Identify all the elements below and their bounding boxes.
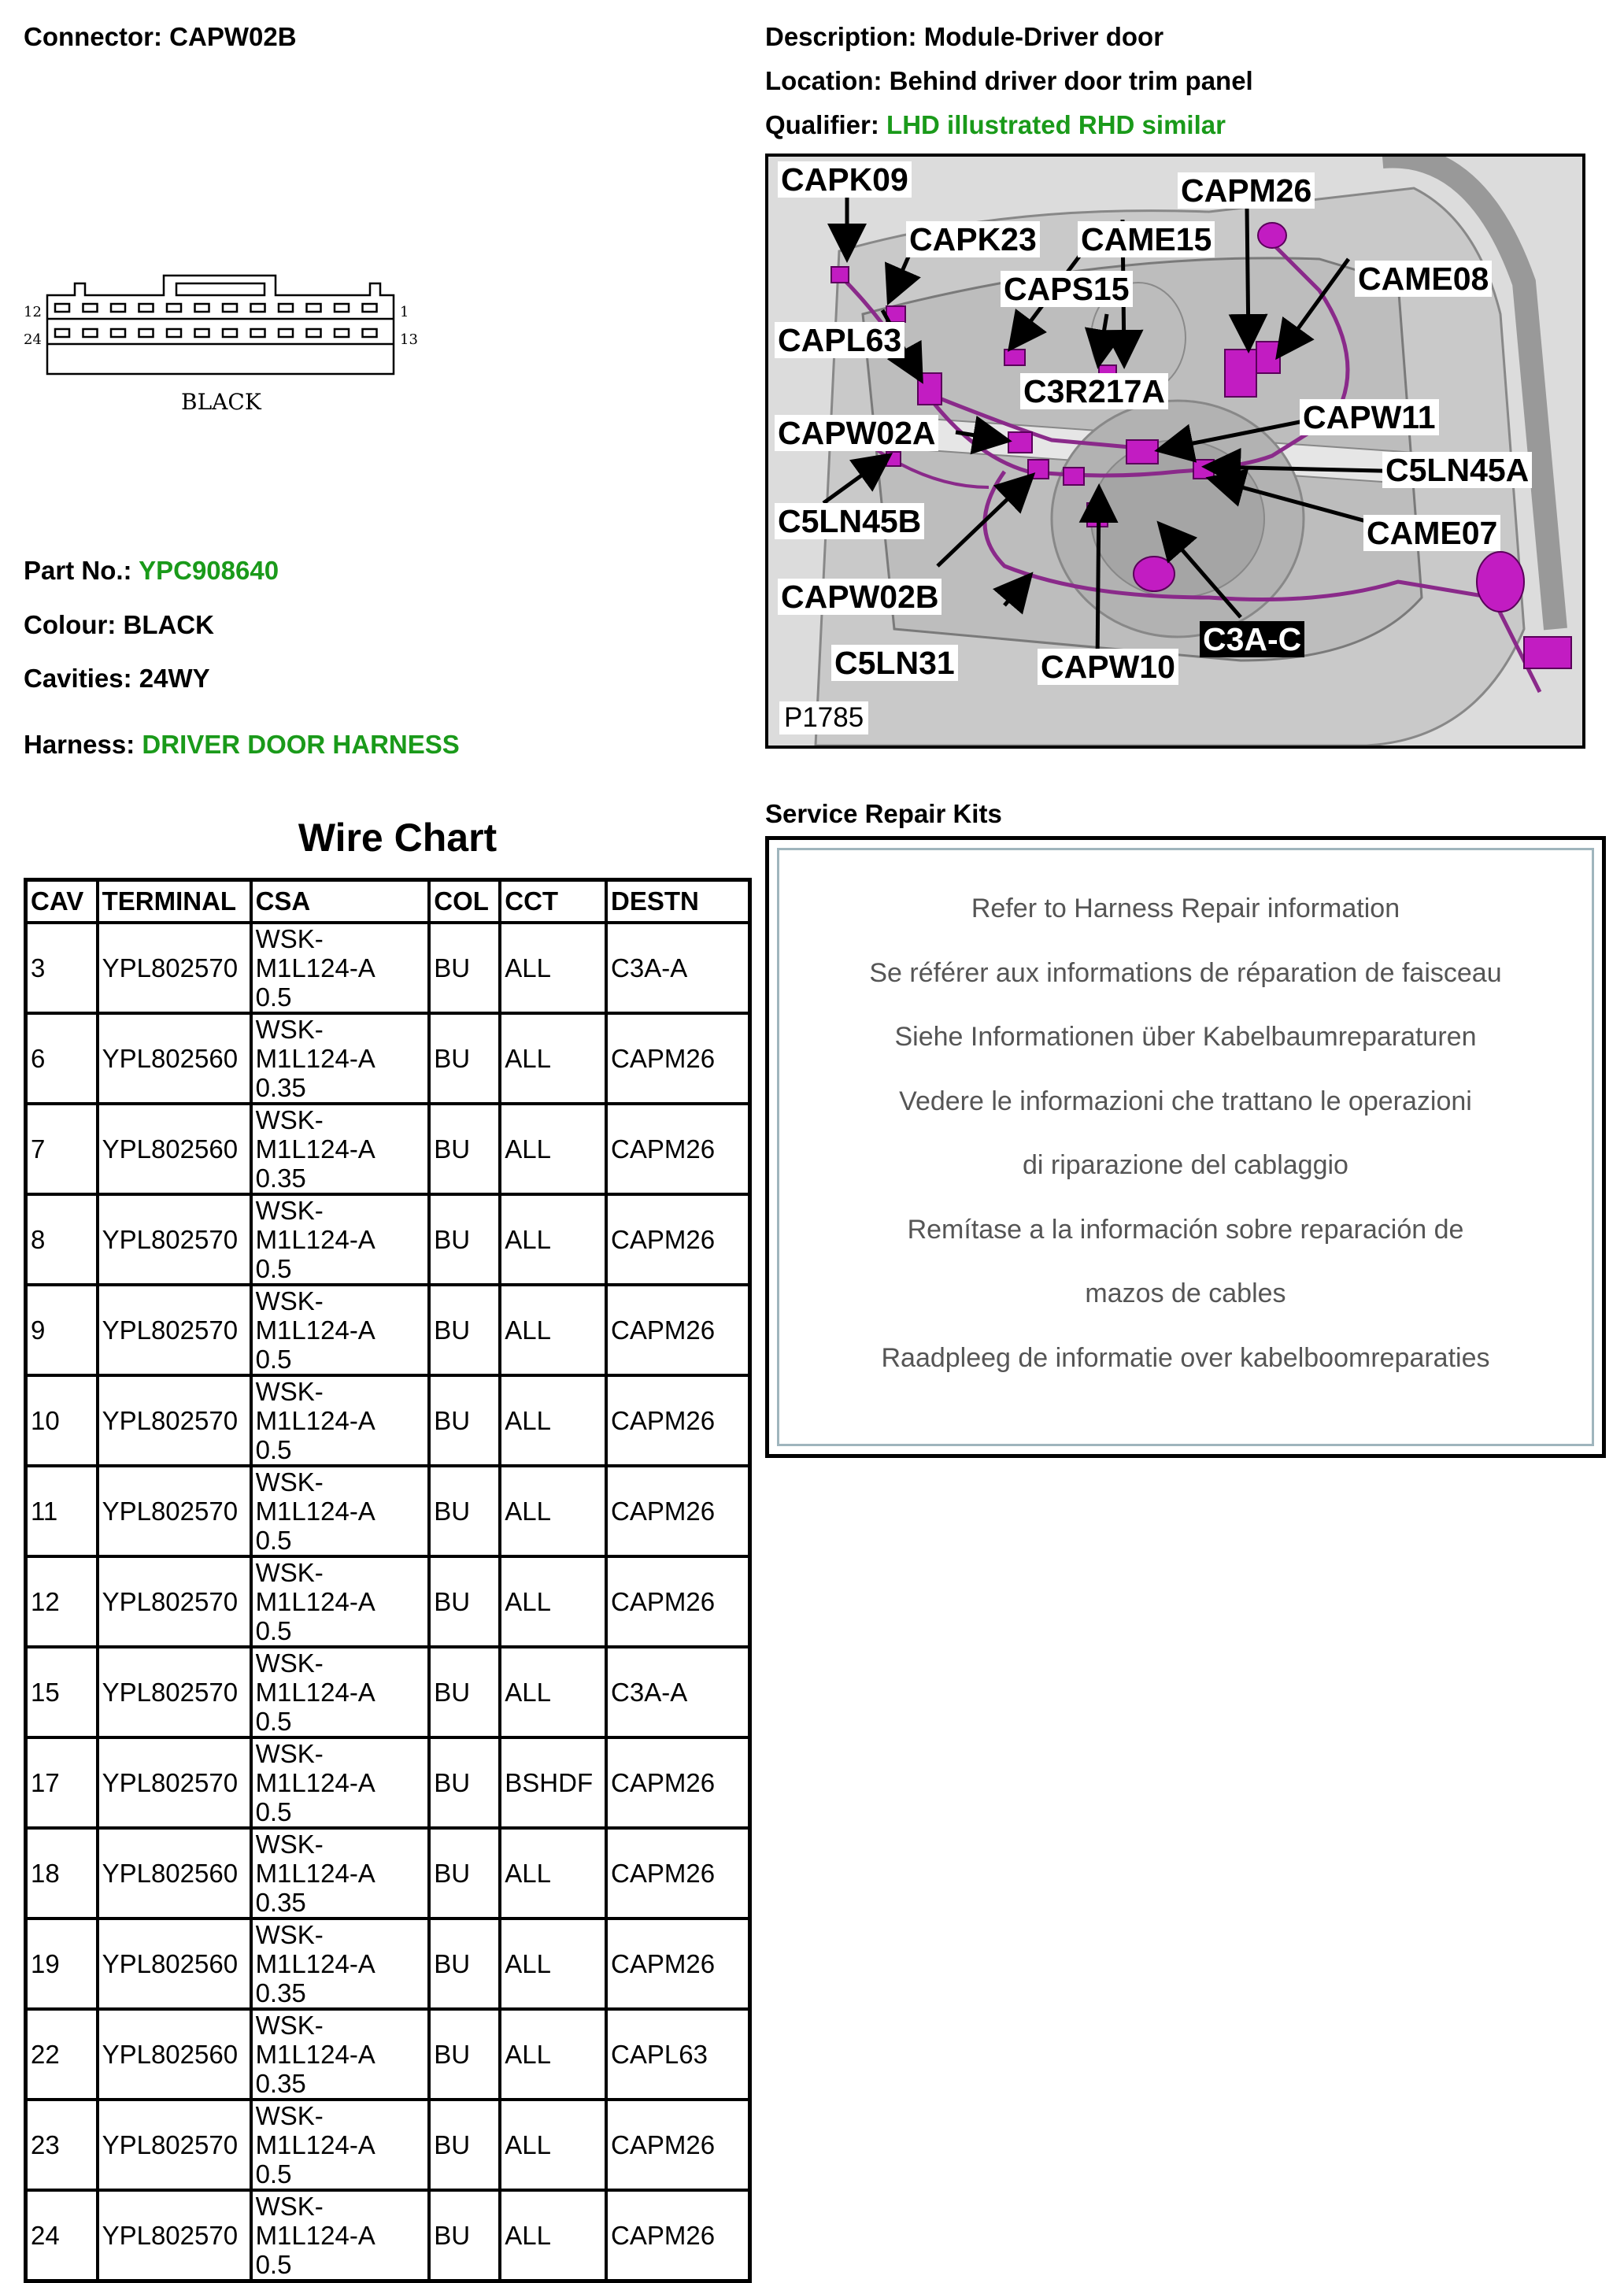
qualifier-info bbox=[765, 110, 1226, 140]
cell-cct: ALL bbox=[500, 1194, 606, 1285]
cell-destn: CAPM26 bbox=[606, 1104, 749, 1194]
pin-cavity bbox=[363, 304, 377, 312]
callout-c5ln31: C5LN31 bbox=[831, 645, 958, 681]
cell-csa bbox=[251, 1375, 430, 1466]
qualifier-label: Qualifier: bbox=[765, 110, 879, 139]
table-row bbox=[26, 2009, 750, 2100]
wire-chart-title: Wire Chart bbox=[298, 816, 498, 860]
cell-csa-size: 0.35 bbox=[255, 1164, 306, 1193]
table-row bbox=[26, 1104, 750, 1194]
pin-cavity bbox=[279, 304, 293, 312]
cavities-info bbox=[24, 664, 210, 694]
repair-kit-line: Raadpleeg de informatie over kabelboomreparaties bbox=[881, 1342, 1490, 1373]
cell-cct: ALL bbox=[500, 1104, 606, 1194]
callout-capw02b: CAPW02B bbox=[778, 579, 941, 615]
repair-kit-line: Refer to Harness Repair information bbox=[971, 894, 1400, 923]
cell-cct: ALL bbox=[500, 1285, 606, 1375]
pin-label-13: 13 bbox=[400, 331, 418, 348]
service-repair-kits-box bbox=[765, 836, 1606, 1458]
pin-cavity bbox=[279, 329, 293, 337]
cell-csa-spec: WSK-M1L124-A bbox=[255, 1830, 375, 1888]
cell-csa-spec: WSK-M1L124-A bbox=[255, 1648, 375, 1707]
pin-cavity bbox=[139, 304, 154, 312]
cell-csa-spec: WSK-M1L124-A bbox=[255, 1015, 375, 1073]
pin-cavity bbox=[251, 304, 265, 312]
table-row bbox=[26, 2100, 750, 2190]
cell-csa bbox=[251, 1285, 430, 1375]
header-terminal: TERMINAL bbox=[98, 880, 251, 923]
harness-value: DRIVER DOOR HARNESS bbox=[142, 730, 460, 759]
header-cct: CCT bbox=[500, 880, 606, 923]
pin-cavity bbox=[251, 329, 265, 337]
table-row bbox=[26, 1919, 750, 2009]
cell-cct: ALL bbox=[500, 1828, 606, 1919]
cell-col: BU bbox=[429, 1647, 500, 1737]
connector-info bbox=[24, 22, 297, 52]
cell-col: BU bbox=[429, 2190, 500, 2281]
cell-destn: C3A-A bbox=[606, 1647, 749, 1737]
cell-cav: 19 bbox=[26, 1919, 98, 2009]
cell-terminal: YPL802560 bbox=[98, 2009, 251, 2100]
cell-csa-size: 0.5 bbox=[255, 1707, 292, 1736]
cell-destn: CAPM26 bbox=[606, 1375, 749, 1466]
cell-csa-spec: WSK-M1L124-A bbox=[255, 1377, 375, 1435]
cell-col: BU bbox=[429, 2009, 500, 2100]
cell-destn: CAPM26 bbox=[606, 1828, 749, 1919]
cell-cct: ALL bbox=[500, 1919, 606, 2009]
cell-csa-spec: WSK-M1L124-A bbox=[255, 1920, 375, 1978]
cell-cct: ALL bbox=[500, 1375, 606, 1466]
cell-col: BU bbox=[429, 1828, 500, 1919]
cell-col: BU bbox=[429, 923, 500, 1013]
cell-csa-spec: WSK-M1L124-A bbox=[255, 2192, 375, 2250]
cell-csa-size: 0.5 bbox=[255, 1797, 292, 1826]
callout-capk23: CAPK23 bbox=[906, 221, 1040, 257]
cell-terminal: YPL802570 bbox=[98, 1375, 251, 1466]
cell-cav: 18 bbox=[26, 1828, 98, 1919]
cell-csa bbox=[251, 1104, 430, 1194]
cell-terminal: YPL802570 bbox=[98, 1647, 251, 1737]
repair-kit-line: di riparazione del cablaggio bbox=[1023, 1150, 1348, 1180]
pin-cavities bbox=[55, 304, 377, 337]
table-row bbox=[26, 1194, 750, 1285]
cell-cav: 22 bbox=[26, 2009, 98, 2100]
callout-c3r217a: C3R217A bbox=[1020, 373, 1168, 409]
cell-terminal: YPL802570 bbox=[98, 923, 251, 1013]
cell-csa-size: 0.5 bbox=[255, 2159, 292, 2189]
cell-terminal: YPL802570 bbox=[98, 1194, 251, 1285]
colour-value: BLACK bbox=[123, 610, 214, 639]
cell-destn: CAPM26 bbox=[606, 1556, 749, 1647]
cell-cct: ALL bbox=[500, 1647, 606, 1737]
pin-label-1: 1 bbox=[400, 304, 409, 320]
cell-terminal: YPL802570 bbox=[98, 2190, 251, 2281]
callout-c5ln45a: C5LN45A bbox=[1382, 452, 1532, 488]
pin-cavity bbox=[139, 329, 154, 337]
part-no-label: Part No.: bbox=[24, 556, 132, 585]
location-label: Location: bbox=[765, 66, 882, 95]
cell-csa bbox=[251, 923, 430, 1013]
cell-destn: CAPM26 bbox=[606, 2100, 749, 2190]
cell-cct: BSHDF bbox=[500, 1737, 606, 1828]
cell-csa-spec: WSK-M1L124-A bbox=[255, 1105, 375, 1164]
connector-face-drawing bbox=[24, 272, 425, 429]
repair-kit-line: Se référer aux informations de réparation de faisceau bbox=[869, 957, 1502, 988]
cell-csa-size: 0.5 bbox=[255, 1345, 292, 1374]
connector-label: Connector: bbox=[24, 22, 162, 51]
pin-cavity bbox=[335, 304, 349, 312]
cell-cav: 23 bbox=[26, 2100, 98, 2190]
connector-colour-caption: BLACK bbox=[181, 389, 261, 415]
figure-id: P1785 bbox=[779, 701, 868, 734]
cell-col: BU bbox=[429, 1737, 500, 1828]
pin-label-24: 24 bbox=[24, 331, 42, 348]
callout-came07: CAME07 bbox=[1363, 515, 1500, 551]
pin-label-12: 12 bbox=[24, 304, 42, 320]
cell-col: BU bbox=[429, 1375, 500, 1466]
cell-destn: CAPM26 bbox=[606, 1466, 749, 1556]
cell-cav: 3 bbox=[26, 923, 98, 1013]
table-row bbox=[26, 2190, 750, 2281]
header-csa: CSA bbox=[251, 880, 430, 923]
cell-destn: CAPM26 bbox=[606, 2190, 749, 2281]
cell-cct: ALL bbox=[500, 2100, 606, 2190]
cell-cct: ALL bbox=[500, 2190, 606, 2281]
cell-terminal: YPL802560 bbox=[98, 1828, 251, 1919]
cell-csa bbox=[251, 2190, 430, 2281]
cell-cav: 10 bbox=[26, 1375, 98, 1466]
cell-csa-spec: WSK-M1L124-A bbox=[255, 1467, 375, 1526]
cell-destn: CAPL63 bbox=[606, 2009, 749, 2100]
cell-destn: CAPM26 bbox=[606, 1285, 749, 1375]
repair-kit-line: mazos de cables bbox=[1085, 1278, 1286, 1308]
colour-info bbox=[24, 610, 214, 640]
door-location-figure bbox=[765, 154, 1585, 749]
location-value: Behind driver door trim panel bbox=[889, 66, 1253, 95]
cell-col: BU bbox=[429, 1194, 500, 1285]
cell-csa-size: 0.5 bbox=[255, 1254, 292, 1283]
cell-col: BU bbox=[429, 1556, 500, 1647]
pin-cavity bbox=[167, 329, 181, 337]
cell-csa-size: 0.5 bbox=[255, 1526, 292, 1555]
callout-came08: CAME08 bbox=[1355, 261, 1492, 297]
cell-csa-size: 0.35 bbox=[255, 2069, 306, 2098]
cell-csa-spec: WSK-M1L124-A bbox=[255, 2011, 375, 2069]
cell-destn: CAPM26 bbox=[606, 1919, 749, 2009]
cell-csa-size: 0.5 bbox=[255, 982, 292, 1012]
location-info bbox=[765, 66, 1253, 96]
cell-cct: ALL bbox=[500, 1013, 606, 1104]
service-repair-kits-inner bbox=[777, 848, 1594, 1446]
table-row bbox=[26, 923, 750, 1013]
pin-cavity bbox=[307, 329, 321, 337]
cell-csa bbox=[251, 1194, 430, 1285]
cell-csa bbox=[251, 1013, 430, 1104]
table-row bbox=[26, 1828, 750, 1919]
pin-cavity bbox=[83, 329, 98, 337]
pin-cavity bbox=[167, 304, 181, 312]
cell-csa bbox=[251, 2009, 430, 2100]
cell-csa-size: 0.35 bbox=[255, 1073, 306, 1102]
pin-cavity bbox=[195, 304, 209, 312]
cell-terminal: YPL802560 bbox=[98, 1013, 251, 1104]
cell-terminal: YPL802570 bbox=[98, 2100, 251, 2190]
cell-cav: 15 bbox=[26, 1647, 98, 1737]
pin-cavity bbox=[223, 304, 237, 312]
cell-csa bbox=[251, 1556, 430, 1647]
cell-csa-spec: WSK-M1L124-A bbox=[255, 1286, 375, 1345]
cell-col: BU bbox=[429, 2100, 500, 2190]
table-row bbox=[26, 1375, 750, 1466]
cell-cav: 9 bbox=[26, 1285, 98, 1375]
pin-cavity bbox=[55, 329, 69, 337]
cell-cav: 24 bbox=[26, 2190, 98, 2281]
cell-cav: 7 bbox=[26, 1104, 98, 1194]
cell-csa-size: 0.5 bbox=[255, 2250, 292, 2279]
pin-cavity bbox=[111, 304, 125, 312]
cell-cct: ALL bbox=[500, 2009, 606, 2100]
cell-col: BU bbox=[429, 1013, 500, 1104]
cell-csa-spec: WSK-M1L124-A bbox=[255, 1196, 375, 1254]
cell-csa-size: 0.5 bbox=[255, 1435, 292, 1464]
cell-cav: 17 bbox=[26, 1737, 98, 1828]
cell-destn: CAPM26 bbox=[606, 1737, 749, 1828]
description-info bbox=[765, 22, 1163, 52]
header-col: COL bbox=[429, 880, 500, 923]
cell-terminal: YPL802570 bbox=[98, 1466, 251, 1556]
cell-cct: ALL bbox=[500, 1556, 606, 1647]
cell-terminal: YPL802570 bbox=[98, 1285, 251, 1375]
cavities-label: Cavities: bbox=[24, 664, 132, 693]
header-destn: DESTN bbox=[606, 880, 749, 923]
pin-cavity bbox=[111, 329, 125, 337]
cell-csa bbox=[251, 1828, 430, 1919]
cell-col: BU bbox=[429, 1104, 500, 1194]
cell-cav: 11 bbox=[26, 1466, 98, 1556]
pin-cavity bbox=[83, 304, 98, 312]
cell-csa bbox=[251, 2100, 430, 2190]
table-row bbox=[26, 1466, 750, 1556]
cell-cav: 12 bbox=[26, 1556, 98, 1647]
wire-chart-body bbox=[26, 923, 750, 2281]
harness-info bbox=[24, 730, 460, 760]
part-no-info bbox=[24, 556, 279, 586]
callout-came15: CAME15 bbox=[1078, 221, 1215, 257]
cell-cct: ALL bbox=[500, 1466, 606, 1556]
cell-csa-size: 0.35 bbox=[255, 1888, 306, 1917]
callout-c3a-c: C3A-C bbox=[1200, 621, 1304, 657]
repair-kit-line: Vedere le informazioni che trattano le operazioni bbox=[899, 1086, 1472, 1116]
cell-destn: CAPM26 bbox=[606, 1013, 749, 1104]
qualifier-value: LHD illustrated RHD similar bbox=[886, 110, 1226, 139]
cell-terminal: YPL802570 bbox=[98, 1556, 251, 1647]
callout-c5ln45b: C5LN45B bbox=[775, 503, 924, 539]
description-label: Description: bbox=[765, 22, 917, 51]
pin-cavity bbox=[223, 329, 237, 337]
cell-csa bbox=[251, 1919, 430, 2009]
cell-destn: C3A-A bbox=[606, 923, 749, 1013]
table-row bbox=[26, 1737, 750, 1828]
callout-capk09: CAPK09 bbox=[778, 161, 912, 198]
cell-csa-spec: WSK-M1L124-A bbox=[255, 1558, 375, 1616]
cell-col: BU bbox=[429, 1466, 500, 1556]
cell-csa-size: 0.35 bbox=[255, 1978, 306, 2007]
cell-destn: CAPM26 bbox=[606, 1194, 749, 1285]
connector-value: CAPW02B bbox=[169, 22, 297, 51]
cell-cav: 8 bbox=[26, 1194, 98, 1285]
callout-capl63: CAPL63 bbox=[775, 322, 904, 358]
cell-cav: 6 bbox=[26, 1013, 98, 1104]
cell-csa bbox=[251, 1737, 430, 1828]
pin-cavity bbox=[307, 304, 321, 312]
cell-csa-spec: WSK-M1L124-A bbox=[255, 924, 375, 982]
callout-capw10: CAPW10 bbox=[1038, 649, 1178, 685]
cell-col: BU bbox=[429, 1919, 500, 2009]
part-no-value: YPC908640 bbox=[139, 556, 279, 585]
cell-col: BU bbox=[429, 1285, 500, 1375]
callout-capm26: CAPM26 bbox=[1178, 172, 1315, 209]
table-row bbox=[26, 1013, 750, 1104]
cell-csa-spec: WSK-M1L124-A bbox=[255, 2101, 375, 2159]
table-row bbox=[26, 1556, 750, 1647]
cell-cct: ALL bbox=[500, 923, 606, 1013]
table-header-row bbox=[26, 880, 750, 923]
table-row bbox=[26, 1285, 750, 1375]
cavities-value: 24WY bbox=[139, 664, 210, 693]
description-value: Module-Driver door bbox=[923, 22, 1164, 51]
callout-capw02a: CAPW02A bbox=[775, 415, 938, 451]
cell-csa-spec: WSK-M1L124-A bbox=[255, 1739, 375, 1797]
cell-csa bbox=[251, 1466, 430, 1556]
service-repair-kits-title: Service Repair Kits bbox=[765, 799, 1002, 828]
cell-csa bbox=[251, 1647, 430, 1737]
callout-capw11: CAPW11 bbox=[1300, 399, 1439, 435]
pin-cavity bbox=[195, 329, 209, 337]
pin-cavity bbox=[335, 329, 349, 337]
cell-csa-size: 0.5 bbox=[255, 1616, 292, 1645]
repair-kit-line: Remítase a la información sobre reparación de bbox=[907, 1214, 1464, 1245]
repair-kit-line: Siehe Informationen über Kabelbaumreparaturen bbox=[894, 1022, 1477, 1052]
pin-cavity bbox=[363, 329, 377, 337]
connector-outline bbox=[24, 272, 425, 429]
colour-label: Colour: bbox=[24, 610, 117, 639]
table-row bbox=[26, 1647, 750, 1737]
cell-terminal: YPL802560 bbox=[98, 1919, 251, 2009]
header-cav: CAV bbox=[26, 880, 98, 923]
wire-chart-table bbox=[24, 878, 752, 2283]
pin-cavity bbox=[55, 304, 69, 312]
cell-terminal: YPL802570 bbox=[98, 1737, 251, 1828]
cell-terminal: YPL802560 bbox=[98, 1104, 251, 1194]
callout-caps15: CAPS15 bbox=[1001, 271, 1133, 307]
harness-label: Harness: bbox=[24, 730, 135, 759]
